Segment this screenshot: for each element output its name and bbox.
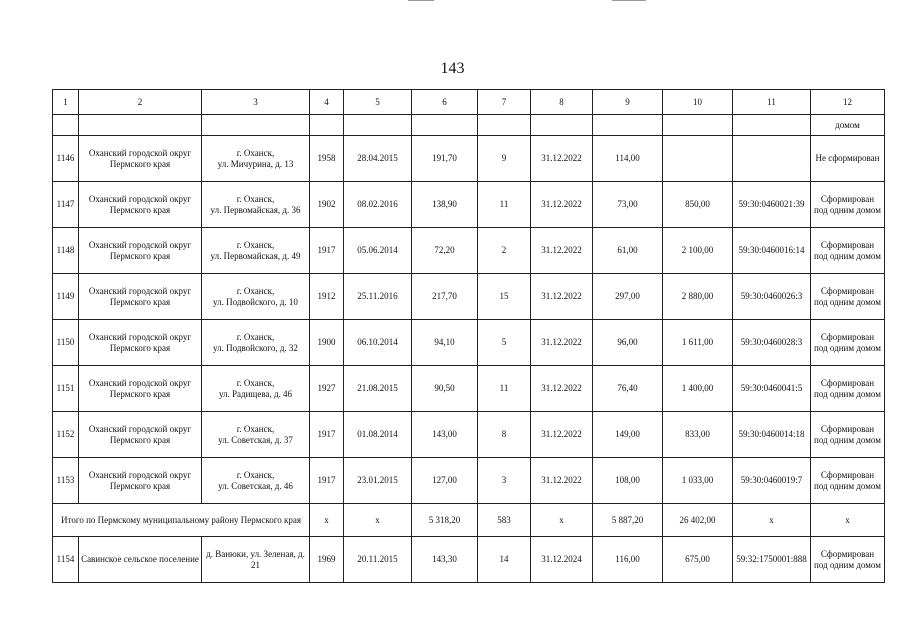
- row-year: 1900: [310, 320, 344, 366]
- row-deadline: 31.12.2022: [531, 366, 593, 412]
- row-address-line: ул. Подвойского, д. 10: [213, 296, 298, 307]
- row-id: 1148: [53, 228, 79, 274]
- row-status: Сформирован под одним домом: [811, 412, 885, 458]
- row-date: 08.02.2016: [344, 182, 412, 228]
- row-cadastral: 59:30:0460021:39: [733, 182, 811, 228]
- row-year: 1917: [310, 228, 344, 274]
- row-deadline: 31.12.2022: [531, 320, 593, 366]
- total-year: x: [310, 504, 344, 537]
- row-plot-area: 116,00: [593, 537, 663, 583]
- row-id: 1150: [53, 320, 79, 366]
- row-plot-area: 73,00: [593, 182, 663, 228]
- row-plot-area: 297,00: [593, 274, 663, 320]
- row-address-line: ул. Подвойского, д. 32: [213, 342, 298, 353]
- row-address: [202, 274, 310, 320]
- table-row: [53, 320, 885, 366]
- table-row: [53, 537, 885, 583]
- register-table: [52, 89, 885, 583]
- table-footer: [53, 504, 885, 583]
- row-deadline: 31.12.2022: [531, 412, 593, 458]
- column-number: 12: [811, 90, 885, 115]
- row-address: [202, 320, 310, 366]
- row-municipality: Оханский городской округ Пермского края: [79, 228, 202, 274]
- row-count: 11: [478, 182, 531, 228]
- row-address-line: ул. Первомайская, д. 49: [210, 250, 301, 261]
- total-area: 5 318,20: [412, 504, 478, 537]
- total-deadline: x: [531, 504, 593, 537]
- row-deadline: 31.12.2022: [531, 182, 593, 228]
- table-row: [53, 412, 885, 458]
- column-number: 7: [478, 90, 531, 115]
- row-status: Сформирован под одним домом: [811, 182, 885, 228]
- row-id: 1152: [53, 412, 79, 458]
- row-status: Сформирован под одним домом: [811, 537, 885, 583]
- table-row: [53, 274, 885, 320]
- row-address-line: г. Оханск,: [236, 377, 275, 388]
- row-id: 1147: [53, 182, 79, 228]
- row-address: [202, 228, 310, 274]
- row-address-line: г. Оханск,: [236, 331, 275, 342]
- row-date: 21.08.2015: [344, 366, 412, 412]
- row-address-line: ул. Советская, д. 37: [218, 434, 293, 445]
- row-year: 1917: [310, 412, 344, 458]
- row-cadastral: 59:30:0460026:3: [733, 274, 811, 320]
- total-date: x: [344, 504, 412, 537]
- column-number: 3: [202, 90, 310, 115]
- row-address-line: г. Оханск,: [236, 193, 275, 204]
- row-value: [663, 136, 733, 182]
- row-plot-area: 76,40: [593, 366, 663, 412]
- table-body: [53, 90, 885, 136]
- row-plot-area: 61,00: [593, 228, 663, 274]
- row-value: 1 400,00: [663, 366, 733, 412]
- total-row: [53, 504, 885, 537]
- continuation-status: домом: [811, 115, 885, 136]
- column-number: 9: [593, 90, 663, 115]
- table-row: [53, 228, 885, 274]
- row-deadline: 31.12.2024: [531, 537, 593, 583]
- row-address: [202, 136, 310, 182]
- row-area: 217,70: [412, 274, 478, 320]
- row-cadastral: 59:32:1750001:888: [733, 537, 811, 583]
- row-area: 90,50: [412, 366, 478, 412]
- row-area: 94,10: [412, 320, 478, 366]
- row-address-line: г. Оханск,: [236, 239, 275, 250]
- row-plot-area: 96,00: [593, 320, 663, 366]
- row-id: 1149: [53, 274, 79, 320]
- row-cadastral: 59:30:0460041:5: [733, 366, 811, 412]
- row-date: 05.06.2014: [344, 228, 412, 274]
- row-status: Сформирован под одним домом: [811, 458, 885, 504]
- row-area: 72,20: [412, 228, 478, 274]
- row-date: 25.11.2016: [344, 274, 412, 320]
- row-year: 1927: [310, 366, 344, 412]
- row-count: 14: [478, 537, 531, 583]
- table-row: [53, 366, 885, 412]
- row-count: 15: [478, 274, 531, 320]
- scan-artifact-left: [408, 0, 434, 1]
- column-number: 6: [412, 90, 478, 115]
- row-year: 1902: [310, 182, 344, 228]
- row-address-line: ул. Советская, д. 46: [218, 480, 293, 491]
- row-count: 3: [478, 458, 531, 504]
- column-number-row: [53, 90, 885, 115]
- row-value: 1 611,00: [663, 320, 733, 366]
- scan-artifact-right: [612, 0, 646, 1]
- row-date: 20.11.2015: [344, 537, 412, 583]
- row-municipality: Савинское сельское поселение: [79, 537, 202, 583]
- row-area: 143,00: [412, 412, 478, 458]
- row-address-line: г. Оханск,: [236, 423, 275, 434]
- row-status: Сформирован под одним домом: [811, 228, 885, 274]
- column-number: 11: [733, 90, 811, 115]
- row-cadastral: 59:30:0460019:7: [733, 458, 811, 504]
- row-address: [202, 458, 310, 504]
- row-id: 1154: [53, 537, 79, 583]
- total-count: 583: [478, 504, 531, 537]
- table-row: [53, 182, 885, 228]
- total-status: x: [811, 504, 885, 537]
- row-year: 1912: [310, 274, 344, 320]
- row-cadastral: 59:30:0460016:14: [733, 228, 811, 274]
- row-status: Не сформирован: [811, 136, 885, 182]
- row-area: 138,90: [412, 182, 478, 228]
- row-count: 9: [478, 136, 531, 182]
- row-status: Сформирован под одним домом: [811, 366, 885, 412]
- row-municipality: Оханский городской округ Пермского края: [79, 274, 202, 320]
- column-number: 2: [79, 90, 202, 115]
- row-date: 06.10.2014: [344, 320, 412, 366]
- column-number: 5: [344, 90, 412, 115]
- row-municipality: Оханский городской округ Пермского края: [79, 458, 202, 504]
- row-count: 2: [478, 228, 531, 274]
- row-deadline: 31.12.2022: [531, 228, 593, 274]
- row-date: 01.08.2014: [344, 412, 412, 458]
- row-status: Сформирован под одним домом: [811, 274, 885, 320]
- row-deadline: 31.12.2022: [531, 136, 593, 182]
- row-value: 850,00: [663, 182, 733, 228]
- column-number: 1: [53, 90, 79, 115]
- row-plot-area: 114,00: [593, 136, 663, 182]
- total-plot-area: 5 887,20: [593, 504, 663, 537]
- row-plot-area: 108,00: [593, 458, 663, 504]
- data-rows: [53, 136, 885, 504]
- row-address: д. Ванюки, ул. Зеленая, д. 21: [202, 537, 310, 583]
- row-year: 1969: [310, 537, 344, 583]
- row-area: 143,30: [412, 537, 478, 583]
- row-address-line: ул. Первомайская, д. 36: [210, 204, 301, 215]
- row-address-line: ул. Мичурина, д. 13: [217, 158, 294, 169]
- row-count: 5: [478, 320, 531, 366]
- row-status: Сформирован под одним домом: [811, 320, 885, 366]
- row-date: 28.04.2015: [344, 136, 412, 182]
- row-value: 1 033,00: [663, 458, 733, 504]
- row-area: 127,00: [412, 458, 478, 504]
- row-address: [202, 412, 310, 458]
- row-cadastral: [733, 136, 811, 182]
- row-deadline: 31.12.2022: [531, 274, 593, 320]
- total-label: Итого по Пермскому муниципальному району Пермского края: [53, 504, 310, 537]
- row-address-line: г. Оханск,: [236, 469, 275, 480]
- table-row: [53, 136, 885, 182]
- row-cadastral: 59:30:0460014:18: [733, 412, 811, 458]
- row-value: 2 100,00: [663, 228, 733, 274]
- row-area: 191,70: [412, 136, 478, 182]
- row-cadastral: 59:30:0460028:3: [733, 320, 811, 366]
- row-municipality: Оханский городской округ Пермского края: [79, 182, 202, 228]
- row-address-line: г. Оханск,: [236, 147, 275, 158]
- total-cadastral: x: [733, 504, 811, 537]
- row-plot-area: 149,00: [593, 412, 663, 458]
- row-year: 1958: [310, 136, 344, 182]
- row-address-line: ул. Радищева, д. 46: [218, 388, 293, 399]
- continuation-row: [53, 115, 885, 136]
- row-value: 675,00: [663, 537, 733, 583]
- row-municipality: Оханский городской округ Пермского края: [79, 412, 202, 458]
- table-row: [53, 458, 885, 504]
- page-number: 143: [440, 60, 465, 77]
- column-number: 4: [310, 90, 344, 115]
- total-value: 26 402,00: [663, 504, 733, 537]
- row-value: 833,00: [663, 412, 733, 458]
- row-year: 1917: [310, 458, 344, 504]
- row-municipality: Оханский городской округ Пермского края: [79, 136, 202, 182]
- row-address-line: г. Оханск,: [236, 285, 275, 296]
- row-id: 1146: [53, 136, 79, 182]
- row-deadline: 31.12.2022: [531, 458, 593, 504]
- row-address: [202, 366, 310, 412]
- row-address: [202, 182, 310, 228]
- row-municipality: Оханский городской округ Пермского края: [79, 320, 202, 366]
- row-municipality: Оханский городской округ Пермского края: [79, 366, 202, 412]
- row-id: 1153: [53, 458, 79, 504]
- row-count: 8: [478, 412, 531, 458]
- row-count: 11: [478, 366, 531, 412]
- row-value: 2 880,00: [663, 274, 733, 320]
- row-date: 23.01.2015: [344, 458, 412, 504]
- column-number: 8: [531, 90, 593, 115]
- column-number: 10: [663, 90, 733, 115]
- row-id: 1151: [53, 366, 79, 412]
